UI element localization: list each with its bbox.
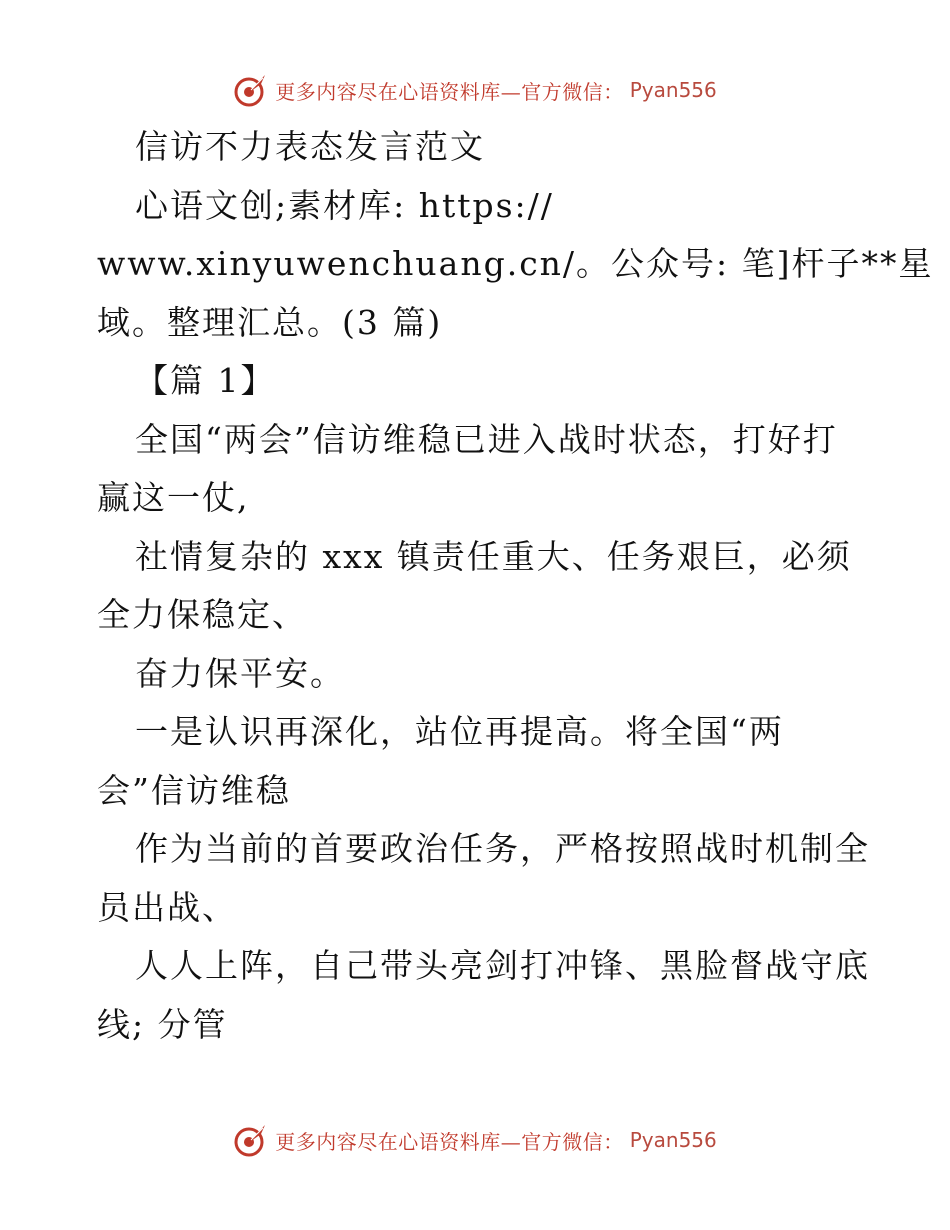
paragraph-line: 会”信访维稳 [97,770,291,810]
footer-banner-text: 更多内容尽在心语资料库—官方微信： [275,1129,624,1154]
header-banner-text: 更多内容尽在心语资料库—官方微信： [275,79,624,104]
footer-banner [0,1120,950,1160]
footer-banner-wechat-id: Pyan556 [629,1128,717,1152]
document-title: 信访不力表态发言范文 [135,127,485,166]
document-source-url-line: www.xinyuwenchuang.cn/。公众号: 笔]杆子**星 [97,244,934,283]
header-banner-wechat-id: Pyan556 [629,78,717,102]
header-banner [0,70,950,110]
paragraph-line: 人人上阵，自己带头亮剑打冲锋、黑脸督战守底 [135,946,870,985]
paragraph-line: 员出战、 [97,887,237,927]
document-source-line: 心语文创;素材库: https:// [135,185,554,225]
feather-pen-circle-icon [233,1122,269,1158]
paragraph-line: 奋力保平安。 [135,653,345,693]
paragraph-line: 赢这一仗, [97,478,250,517]
section-heading: 【篇 1】 [135,361,276,400]
paragraph-line: 社情复杂的 xxx 镇责任重大、任务艰巨，必须 [135,536,852,576]
paragraph-line: 作为当前的首要政治任务，严格按照战时机制全 [135,829,870,868]
document-body [97,118,934,1054]
document-source-note: 域。整理汇总。(3 篇) [97,302,443,342]
feather-pen-circle-icon [233,72,269,108]
paragraph-line: 线; 分管 [97,1004,228,1044]
paragraph-line: 全力保稳定、 [97,595,307,634]
paragraph-line: 全国“两会”信访维稳已进入战时状态，打好打 [135,419,838,459]
paragraph-line: 一是认识再深化，站位再提高。将全国“两 [135,712,784,751]
